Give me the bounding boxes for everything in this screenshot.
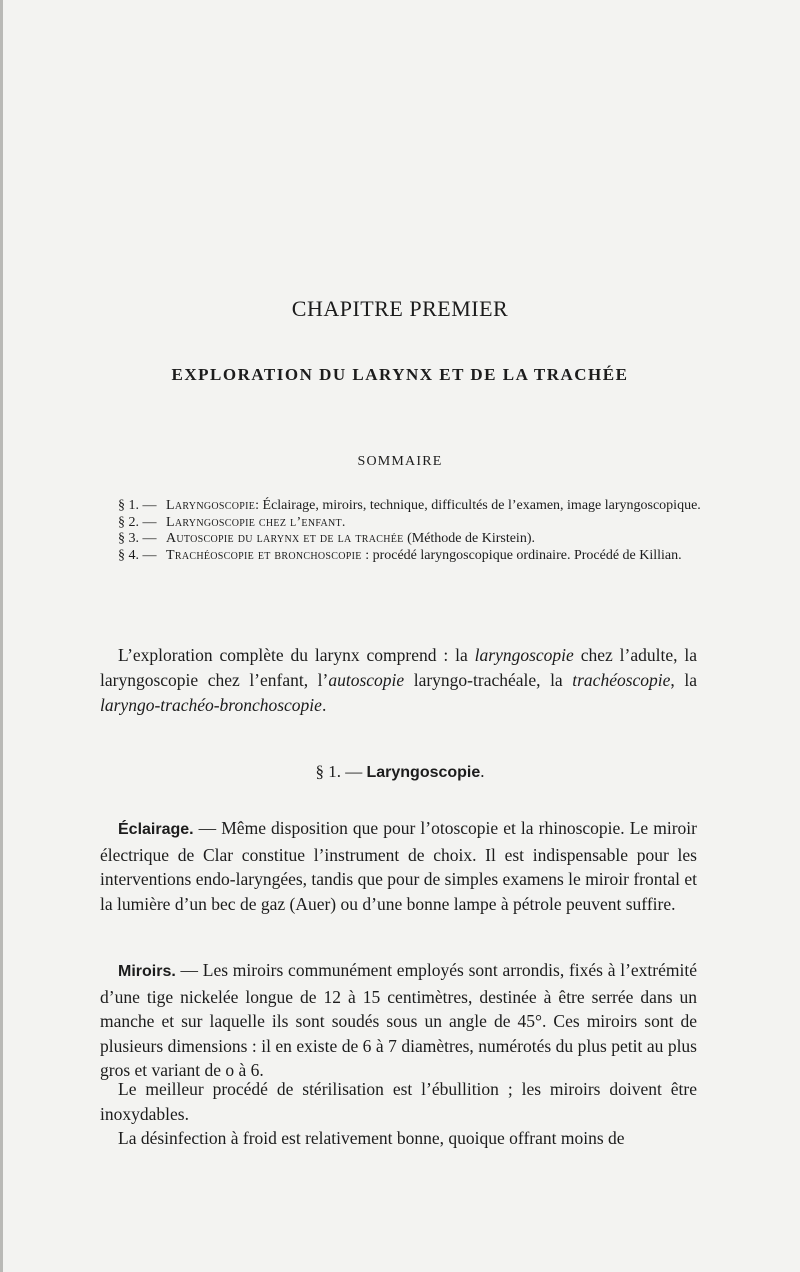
paragraph-text: — Les miroirs communément employés sont arrondis, fixés à l’extrémité d’une tige nickelée longue de 12 à 15 centimètres, destinée à être serrée dans un manche et sur laquelle ils sont soudés sous un angle de 45°. Ces miroirs sont de plusieurs dimensions : il en existe de 6 à 7 diamètres, numérotés du plus petit au plus gros et variant de o à 6. [100,960,697,1080]
sommaire-item [118,548,702,565]
intro-text: . [321,695,327,715]
intro-text: L’exploration complète du larynx comprend : la [118,645,475,665]
sommaire-item-name: Autoscopie du larynx et de la trachée [166,531,404,546]
sommaire-item-number: § 1. — [118,498,157,513]
intro-paragraph [100,643,697,718]
paragraph-text: La désinfection à froid est relativement bonne, quoique offrant moins de [118,1128,625,1148]
sommaire-item-description: : Éclairage, miroirs, technique, difficultés de l’examen, image laryngoscopique. [255,498,701,513]
paragraph-desinfection [100,1126,697,1151]
intro-text: chez l’adulte, la laryngoscopie chez l’enfant, l’ [100,645,697,690]
sommaire-item-text [166,531,702,548]
sommaire-item-name: Trachéoscopie et bronchoscopie [166,547,362,563]
sommaire-item-name: Laryngoscopie [166,498,256,513]
sommaire-heading: SOMMAIRE [357,454,443,469]
sommaire-item-text [166,548,702,565]
sommaire-item-text [166,515,702,532]
sommaire-item-name: Laryngoscopie chez l’enfant [166,514,342,530]
paragraph-miroirs [100,958,697,1083]
sommaire-item-number: § 4. — [118,547,157,563]
chapter-title: CHAPITRE PREMIER [291,296,509,321]
sommaire-item-description: (Méthode de Kirstein). [403,531,535,546]
sommaire-item-number: § 2. — [118,514,157,530]
paragraph-lead: Éclairage. [118,821,194,838]
intro-term: laryngoscopie [474,645,574,665]
intro-term: autoscopie [328,670,405,690]
intro-term: trachéoscopie [572,670,671,690]
sommaire-item-text [166,498,702,515]
sommaire-item [118,498,702,515]
sommaire-item-description: . [341,514,346,530]
paragraph-lead: Miroirs. [118,963,176,980]
sommaire-list [118,498,702,564]
sommaire-item-description: : procédé laryngoscopique ordinaire. Procédé de Killian. [361,547,682,563]
intro-term: laryngo-trachéo-bronchoscopie [100,695,322,715]
paragraph-text: — Même disposition que pour l’otoscopie et la rhinoscopie. Le miroir électrique de Clar constitue l’instrument de choix. Il est indispensable pour les interventions endo-laryngées, tandis que pour de simples examens le miroir frontal et la lumière d’un bec de gaz (Auer) ou d’une bonne lampe à pétrole peuvent suffire. [100,818,697,914]
chapter-subtitle: EXPLORATION DU LARYNX ET DE LA TRACHÉE [171,365,629,384]
paragraph-text: Le meilleur procédé de stérilisation est l’ébullition ; les miroirs doivent être inoxydables. [100,1079,697,1124]
sommaire-item [118,515,702,532]
intro-text: , la [670,670,697,690]
sommaire-item-number: § 3. — [118,531,157,546]
section-title: Laryngoscopie [366,764,481,781]
section-title-end: . [480,762,485,781]
section-heading [0,762,800,782]
paragraph-sterilisation [100,1077,697,1126]
section-number: § 1. — [315,762,367,781]
sommaire-item [118,531,702,548]
paragraph-eclairage [100,816,697,916]
scan-edge-shadow [0,0,3,1272]
intro-text: laryngo-trachéale, la [404,670,573,690]
